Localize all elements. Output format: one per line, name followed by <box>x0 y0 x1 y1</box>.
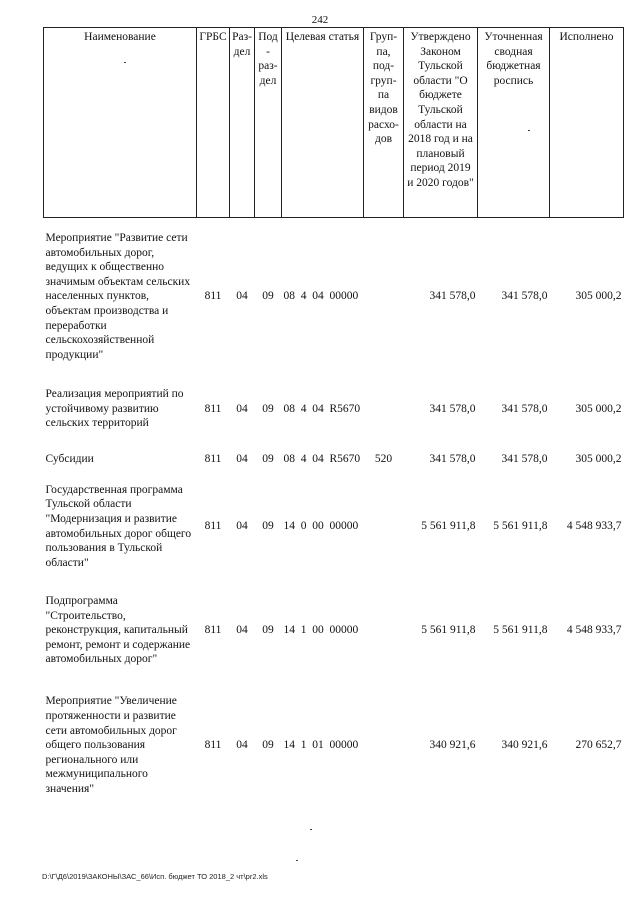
row-executed: 270 652,7 <box>575 739 622 752</box>
row-executed: 4 548 933,7 <box>566 520 622 533</box>
row-razdel: 04 <box>236 624 248 637</box>
row-razdel: 04 <box>236 520 248 533</box>
row-revised: 5 561 911,8 <box>493 624 548 637</box>
row-revised: 340 921,6 <box>501 739 548 752</box>
table-row <box>44 378 624 441</box>
scan-speck <box>528 130 530 131</box>
row-razdel: 04 <box>236 402 248 415</box>
row-approved: 341 578,0 <box>429 290 476 303</box>
row-podrazdel: 09 <box>262 290 274 303</box>
page-number: 242 <box>311 14 329 26</box>
row-revised: 5 561 911,8 <box>493 520 548 533</box>
row-name: Подпрограмма "Строительство, реконструкция, капитальный ремонт, ремонт и содержание автомобильных дорог" <box>45 595 191 666</box>
table-row <box>44 441 624 478</box>
header-razdel: Раз- дел <box>230 28 255 218</box>
row-approved: 340 921,6 <box>429 739 476 752</box>
header-revised: Уточненная сводная бюджетная роспись <box>478 28 550 218</box>
row-podrazdel: 09 <box>262 739 274 752</box>
row-podrazdel: 09 <box>262 624 274 637</box>
row-grbs: 811 <box>204 520 222 533</box>
header-executed: Исполнено <box>550 28 624 218</box>
row-razdel: 04 <box>236 452 248 465</box>
row-razdel: 04 <box>236 739 248 752</box>
row-executed: 305 000,2 <box>575 290 622 303</box>
row-name: Мероприятие "Развитие сети автомобильных дорог, ведущих к общественно значимым объектам сельских населенных пунктов, объектам производства и переработки сельскохозяйственной продукции" <box>45 232 191 361</box>
row-approved: 5 561 911,8 <box>421 520 476 533</box>
row-approved: 341 578,0 <box>429 452 476 465</box>
footer-file-path: D:\Г\Д6\2019\ЗАКОНЫ\ЗАС_66\Исп. бюджет ТО 2018_2 чт\pr2.xls <box>42 872 268 881</box>
table-row <box>44 478 624 576</box>
header-target: Целевая статья <box>282 28 364 218</box>
header-podrazdel: Под- раз- дел <box>255 28 282 218</box>
row-approved: 5 561 911,8 <box>421 624 476 637</box>
row-grbs: 811 <box>204 624 222 637</box>
table-row <box>44 218 624 378</box>
row-name: Субсидии <box>45 452 94 465</box>
row-target: 14 1 01 00000 <box>283 739 359 752</box>
row-vid <box>364 218 404 378</box>
row-revised: 341 578,0 <box>501 452 548 465</box>
row-vid <box>364 686 404 806</box>
row-name: Реализация мероприятий по устойчивому развитию сельских территорий <box>45 388 184 430</box>
header-approved: Утверждено Законом Тульской области "О бюджете Тульской области на 2018 год и на плановый период 2019 и 2020 годов" <box>404 28 478 218</box>
scan-speck <box>296 860 298 861</box>
row-approved: 341 578,0 <box>429 402 476 415</box>
header-name: Наименование <box>44 28 197 218</box>
row-name: Мероприятие "Увеличение протяженности и развитие сети автомобильных дорог общего пользования регионального или межмуниципального значения" <box>45 695 177 795</box>
row-target: 08 4 04 R5670 <box>283 402 361 415</box>
row-grbs: 811 <box>204 290 222 303</box>
table-row <box>44 686 624 806</box>
header-vid: Груп- па, под- груп- па видов расхо- дов <box>364 28 404 218</box>
row-grbs: 811 <box>204 739 222 752</box>
row-vid <box>364 576 404 686</box>
row-target: 14 0 00 00000 <box>283 520 359 533</box>
row-revised: 341 578,0 <box>501 290 548 303</box>
row-executed: 305 000,2 <box>575 452 622 465</box>
row-name: Государственная программа Тульской области "Модернизация и развитие автомобильных дорог общего пользования в Тульской области" <box>45 483 192 569</box>
header-row <box>44 28 624 218</box>
row-vid <box>364 378 404 441</box>
row-grbs: 811 <box>204 402 222 415</box>
row-podrazdel: 09 <box>262 402 274 415</box>
row-vid: 520 <box>374 452 393 465</box>
row-grbs: 811 <box>204 452 222 465</box>
table-row <box>44 576 624 686</box>
row-target: 08 4 04 00000 <box>283 290 359 303</box>
row-podrazdel: 09 <box>262 520 274 533</box>
row-vid <box>364 478 404 576</box>
row-podrazdel: 09 <box>262 452 274 465</box>
row-target: 08 4 04 R5670 <box>283 452 361 465</box>
header-grbs: ГРБС <box>197 28 230 218</box>
row-executed: 4 548 933,7 <box>566 624 622 637</box>
row-target: 14 1 00 00000 <box>283 624 359 637</box>
scan-speck <box>124 62 126 63</box>
scan-speck <box>310 829 312 830</box>
budget-table <box>43 27 624 806</box>
row-revised: 341 578,0 <box>501 402 548 415</box>
row-executed: 305 000,2 <box>575 402 622 415</box>
row-razdel: 04 <box>236 290 248 303</box>
